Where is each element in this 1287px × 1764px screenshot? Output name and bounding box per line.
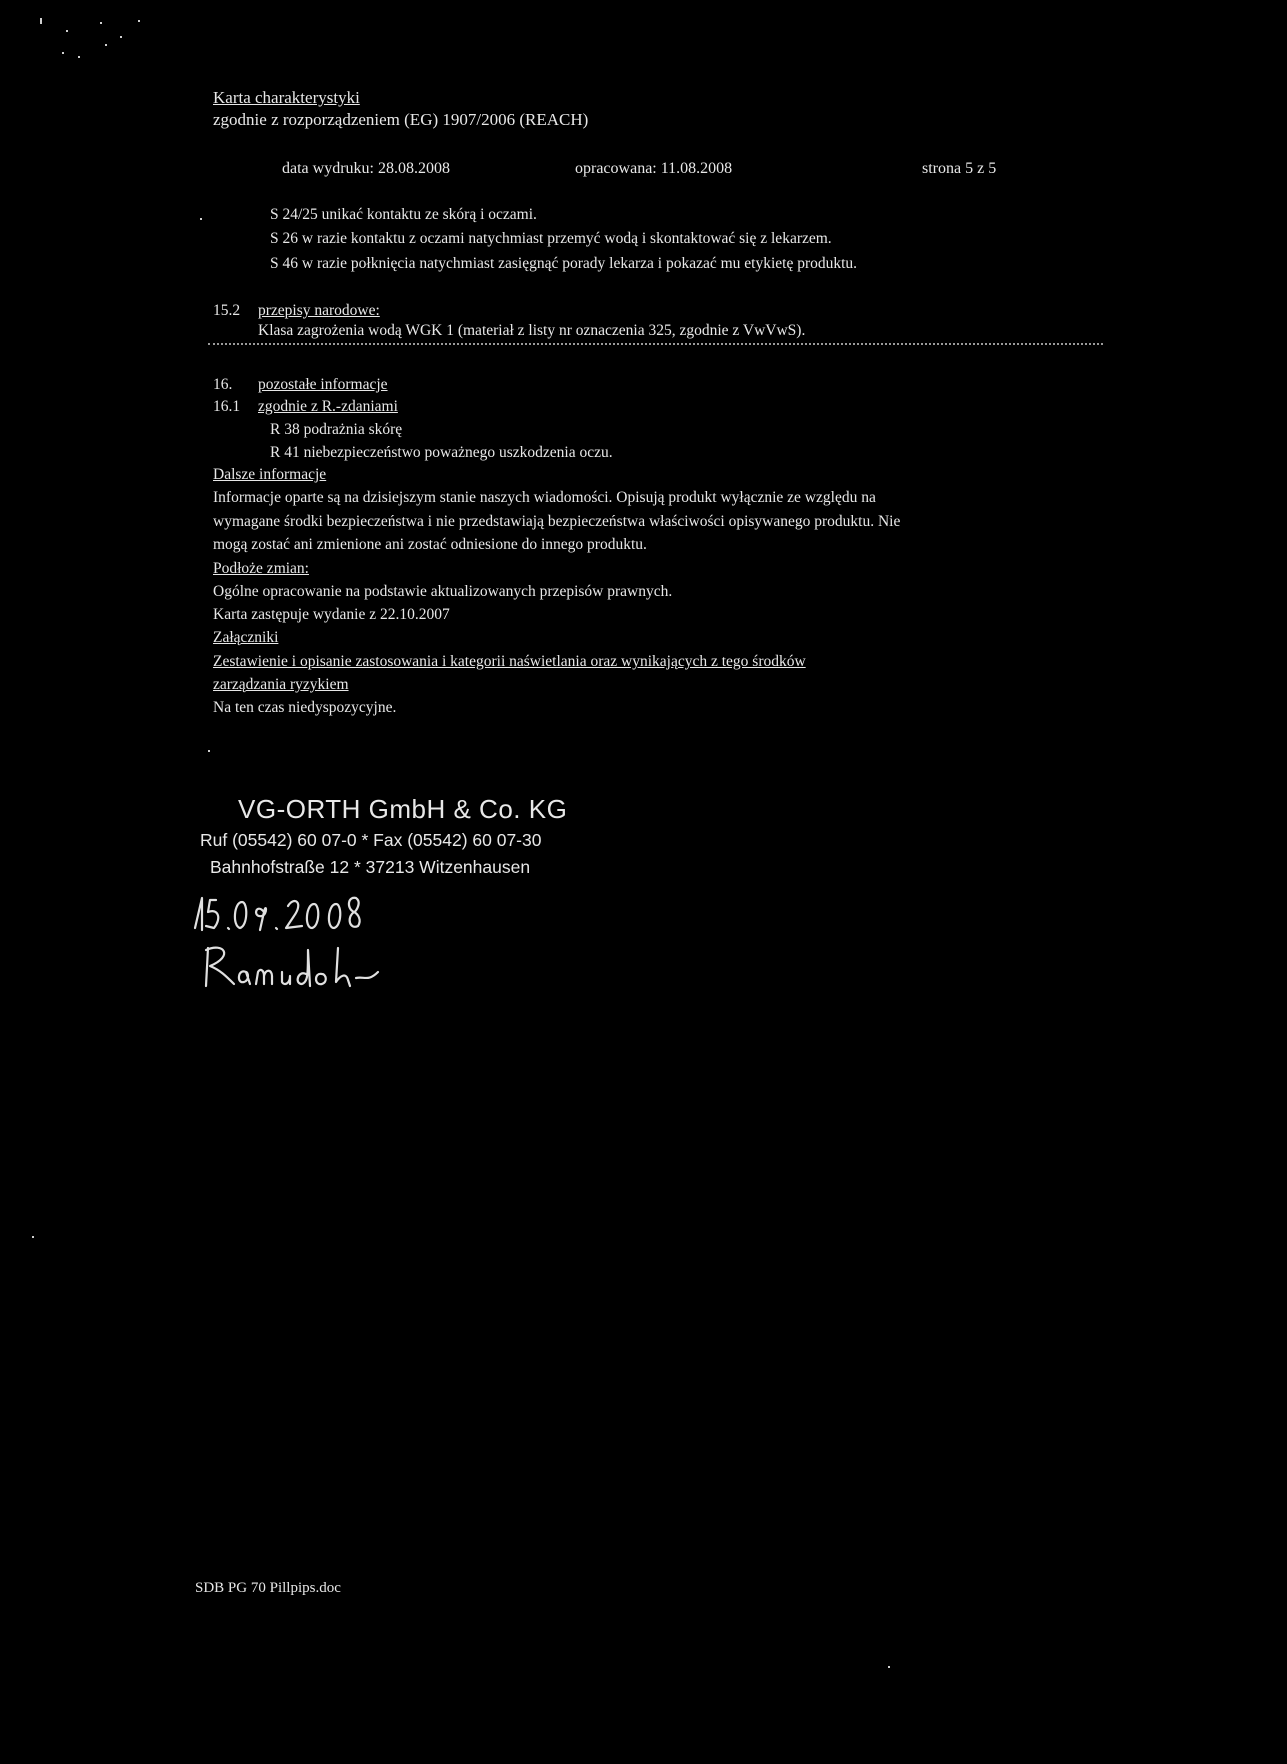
attachments-heading: Zestawienie i opisanie zastosowania i kategorii naświetlania oraz wynikających z tego środków — [213, 653, 806, 670]
attachments-text: Na ten czas niedyspozycyjne. — [213, 699, 397, 716]
changes-line: Karta zastępuje wydanie z 22.10.2007 — [213, 606, 450, 623]
s-phrase: S 46 w razie połknięcia natychmiast zasięgnąć porady lekarza i pokazać mu etykietę produktu. — [270, 255, 858, 272]
further-info-line: wymagane środki bezpieczeństwa i nie przedstawiają bezpieczeństwa właściwości opisywanego produktu. Nie — [213, 513, 901, 530]
further-info-line: Informacje oparte są na dzisiejszym stanie naszych wiadomości. Opisują produkt wyłącznie ze względu na — [213, 489, 876, 506]
s-phrase: S 24/25 unikać kontaktu ze skórą i oczami. — [270, 206, 537, 223]
section-text: Klasa zagrożenia wodą WGK 1 (materiał z listy nr oznaczenia 325, zgodnie z VwVwS). — [258, 322, 806, 339]
r-phrase: R 38 podrażnia skórę — [270, 421, 403, 438]
section-number: 15.2 — [213, 302, 241, 319]
handwritten-date-and-signature — [190, 890, 450, 1000]
document-subtitle: zgodnie z rozporządzeniem (EG) 1907/2006 (REACH) — [213, 110, 589, 129]
section-title: przepisy narodowe: — [258, 302, 380, 319]
subsection-number: 16.1 — [213, 398, 241, 415]
r-phrase: R 41 niebezpieczeństwo poważnego uszkodzenia oczu. — [270, 444, 613, 461]
changes-title: Podłoże zmian: — [213, 560, 309, 577]
subsection-title: zgodnie z R.-zdaniami — [258, 398, 398, 415]
divider — [208, 343, 1103, 345]
page-number: strona 5 z 5 — [922, 160, 997, 177]
s-phrase: S 26 w razie kontaktu z oczami natychmiast przemyć wodą i skontaktować się z lekarzem. — [270, 230, 832, 247]
company-stamp-address: Bahnhofstraße 12 * 37213 Witzenhausen — [210, 857, 531, 877]
attachments-title: Załączniki — [213, 629, 279, 646]
further-info-line: mogą zostać ani zmienione ani zostać odniesione do innego produktu. — [213, 536, 647, 553]
prepared-date: opracowana: 11.08.2008 — [575, 160, 733, 177]
changes-line: Ogólne opracowanie na podstawie aktualizowanych przepisów prawnych. — [213, 583, 673, 600]
company-stamp-name: VG-ORTH GmbH & Co. KG — [238, 794, 568, 824]
print-date: data wydruku: 28.08.2008 — [282, 160, 450, 177]
section-number: 16. — [213, 376, 233, 393]
further-info-title: Dalsze informacje — [213, 466, 327, 483]
document-title: Karta charakterystyki — [213, 88, 360, 107]
attachments-heading: zarządzania ryzykiem — [213, 676, 349, 693]
footer-filename: SDB PG 70 Pillpips.doc — [195, 1580, 341, 1596]
company-stamp-contact: Ruf (05542) 60 07-0 * Fax (05542) 60 07-30 — [200, 830, 542, 850]
section-title: pozostałe informacje — [258, 376, 388, 393]
